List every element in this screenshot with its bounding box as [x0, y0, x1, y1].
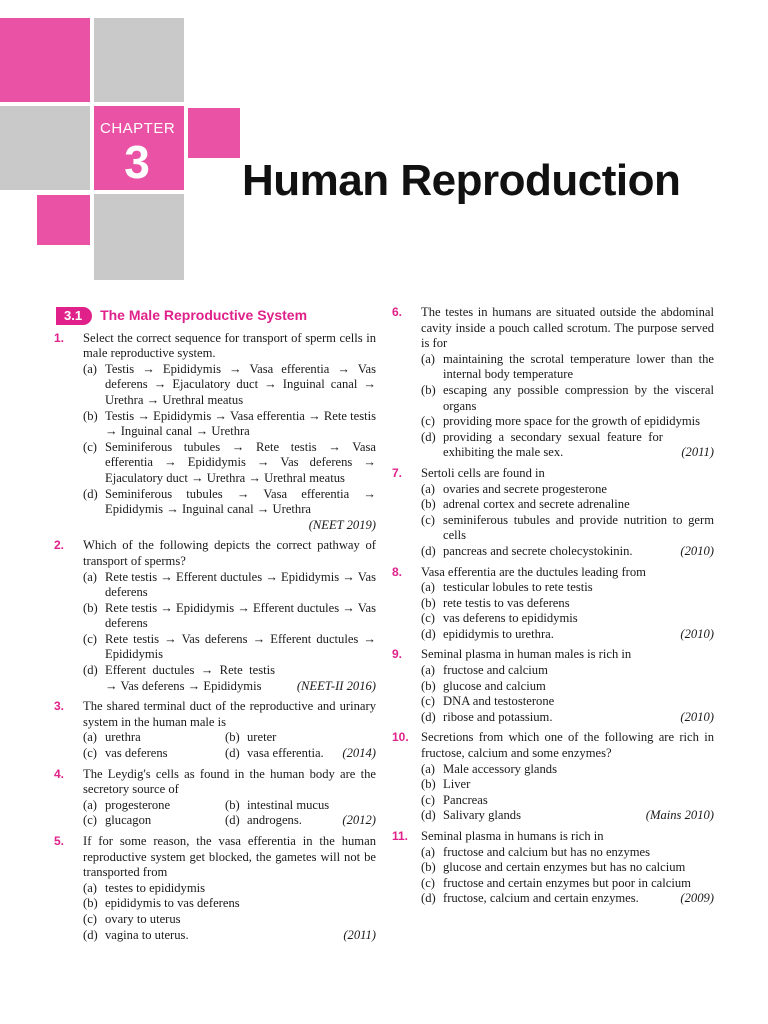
question-source: (NEET 2019): [308, 517, 376, 532]
decor-square-pink-top: [0, 18, 90, 102]
chapter-title: Human Reproduction: [242, 156, 681, 205]
question-2: [54, 538, 376, 694]
option-c: (c) vas deferens to epididymis: [421, 611, 578, 626]
section-title: The Male Reproductive System: [100, 307, 308, 323]
question-text: Seminal plasma in human males is rich in: [421, 647, 632, 662]
chapter-label: CHAPTER: [100, 120, 176, 137]
option-c: (c) Pancreas: [421, 792, 488, 807]
option-a: (a) testicular lobules to rete testis: [421, 580, 593, 595]
question-source: (2014): [342, 746, 376, 761]
option-c: (c) glucagon: [83, 813, 152, 828]
option-d: (d) Efferent ductules → Rete testis → Vas deferens → Epididymis (NEET-II 2016): [83, 663, 376, 693]
option-d: (d) pancreas and secrete cholecystokinin. (2010): [421, 543, 714, 558]
question-number: 8.: [392, 564, 403, 579]
right-column: [392, 305, 714, 912]
question-number: 1.: [54, 330, 65, 345]
option-d: (d) vasa efferentia. (2014): [225, 746, 376, 761]
option-d: (d) vagina to uterus. (2011): [83, 927, 376, 942]
question-number: 11.: [392, 829, 409, 843]
option-b: (b) escaping any possible compression by the visceral organs: [421, 382, 714, 413]
option-a: (a) maintaining the scrotal temperature lower than the internal body temperature: [421, 351, 714, 382]
option-a: (a) testes to epididymis: [83, 880, 206, 895]
question-text: Seminal plasma in humans is rich in: [421, 829, 604, 843]
option-a: (a) fructose and calcium: [421, 663, 548, 678]
option-d: (d) Seminiferous tubules → Vasa efferentia → Epididymis → Inguinal canal → Urethra: [83, 486, 376, 517]
option-c: (c) ovary to uterus: [83, 911, 181, 926]
question-source: (2012): [342, 813, 376, 828]
option-b: (b) Rete testis → Epididymis → Efferent ductules → Vas deferens: [83, 600, 376, 631]
option-b: (b) adrenal cortex and secrete adrenaline: [421, 497, 630, 512]
question-source: (2010): [680, 543, 714, 558]
option-c: (c) fructose and certain enzymes but poor in calcium: [421, 875, 691, 890]
left-column: [54, 305, 376, 948]
option-d: (d) fructose, calcium and certain enzymes. (2009): [421, 891, 714, 906]
option-c: (c) DNA and testosterone: [421, 694, 555, 709]
option-d: (d) providing a secondary sexual feature for exhibiting the male sex. (2011): [421, 429, 714, 460]
chapter-number: 3: [124, 136, 150, 188]
question-number: 9.: [392, 647, 403, 662]
question-source: (2009): [680, 891, 714, 906]
decor-square-grey-bottom: [94, 194, 184, 280]
option-b: (b) glucose and calcium: [421, 678, 546, 693]
question-text: Select the correct sequence for transport of sperm cells in male reproductive system.: [83, 330, 376, 361]
question-source: (2011): [681, 445, 714, 460]
option-b: (b) Testis → Epididymis → Vasa efferentia → Rete testis → Inguinal canal → Urethra: [83, 408, 376, 439]
question-10: [392, 730, 714, 824]
question-text: The testes in humans are situated outside the abdominal cavity inside a pouch called scrotum. The purpose served is for: [421, 305, 714, 351]
question-source: (Mains 2010): [645, 808, 714, 823]
question-number: 5.: [54, 834, 65, 848]
option-a: (a) urethra: [83, 730, 141, 745]
question-text: The shared terminal duct of the reproductive and urinary system in the human male is: [83, 699, 376, 729]
section-heading: [54, 307, 376, 325]
option-a: (a) Rete testis → Efferent ductules → Epididymis → Vas deferens: [83, 569, 376, 600]
question-text: Sertoli cells are found in: [421, 465, 545, 480]
option-a: (a) Testis → Epididymis → Vasa efferentia → Vas deferens → Ejaculatory duct → Inguinal canal → Urethra → Urethral meatus: [83, 361, 376, 407]
option-a: (a) fructose and calcium but has no enzymes: [421, 844, 651, 859]
option-b: (b) glucose and certain enzymes but has no calcium: [421, 860, 686, 875]
question-11: [392, 829, 714, 907]
question-number: 4.: [54, 766, 65, 781]
question-7: [392, 466, 714, 560]
option-c: (c) providing more space for the growth of epididymis: [421, 414, 701, 429]
option-b: (b) ureter: [225, 730, 277, 745]
option-d: (d) Salivary glands (Mains 2010): [421, 808, 714, 823]
question-source: (NEET-II 2016): [296, 678, 376, 693]
question-5: [54, 834, 376, 943]
question-text: Vasa efferentia are the ductules leading from: [421, 564, 646, 579]
question-text: The Leydig's cells as found in the human body are the secretory source of: [83, 766, 376, 797]
question-text: Secretions from which one of the following are rich in fructose, calcium and some enzymes?: [421, 730, 714, 761]
option-a: (a) Male accessory glands: [421, 761, 558, 776]
option-d: (d) epididymis to urethra. (2010): [421, 626, 714, 641]
option-c: (c) seminiferous tubules and provide nutrition to germ cells: [421, 512, 714, 543]
decor-square-grey-mid-left: [0, 106, 90, 190]
question-number: 6.: [392, 305, 403, 319]
question-source: (2010): [680, 709, 714, 724]
question-number: 10.: [392, 730, 409, 745]
question-source: (2011): [343, 927, 376, 942]
option-b: (b) Liver: [421, 777, 471, 792]
decor-square-pink-small: [188, 108, 240, 158]
question-8: [392, 565, 714, 643]
question-source: (2010): [680, 626, 714, 641]
option-b: (b) rete testis to vas deferens: [421, 595, 570, 610]
option-d: (d) ribose and potassium. (2010): [421, 709, 714, 724]
question-6: [392, 305, 714, 461]
question-number: 3.: [54, 699, 65, 714]
section-number: 3.1: [56, 307, 92, 325]
question-1: [54, 331, 376, 534]
option-c: (c) Seminiferous tubules → Rete testis → Vasa efferentia → Epididymis → Vas deferens → Ejaculatory duct → Urethra → Urethral meatus: [83, 439, 376, 485]
question-number: 7.: [392, 465, 403, 480]
option-b: (b) epididymis to vas deferens: [83, 896, 240, 911]
option-d: (d) androgens. (2012): [225, 813, 376, 828]
question-3: [54, 699, 376, 761]
question-text: If for some reason, the vasa efferentia in the human reproductive system get blocked, the gametes will not be transported from: [83, 834, 376, 880]
question-9: [392, 647, 714, 725]
decor-square-pink-lower: [37, 195, 90, 245]
question-number: 2.: [54, 538, 65, 553]
option-a: (a) progesterone: [83, 797, 171, 812]
option-a: (a) ovaries and secrete progesterone: [421, 481, 607, 496]
option-c: (c) Rete testis → Vas deferens → Efferent ductules → Epididymis: [83, 631, 376, 662]
option-b: (b) intestinal mucus: [225, 797, 330, 812]
decor-square-grey-top: [94, 18, 184, 102]
question-text: Which of the following depicts the correct pathway of transport of sperms?: [83, 538, 376, 568]
option-c: (c) vas deferens: [83, 746, 168, 761]
question-4: [54, 767, 376, 829]
